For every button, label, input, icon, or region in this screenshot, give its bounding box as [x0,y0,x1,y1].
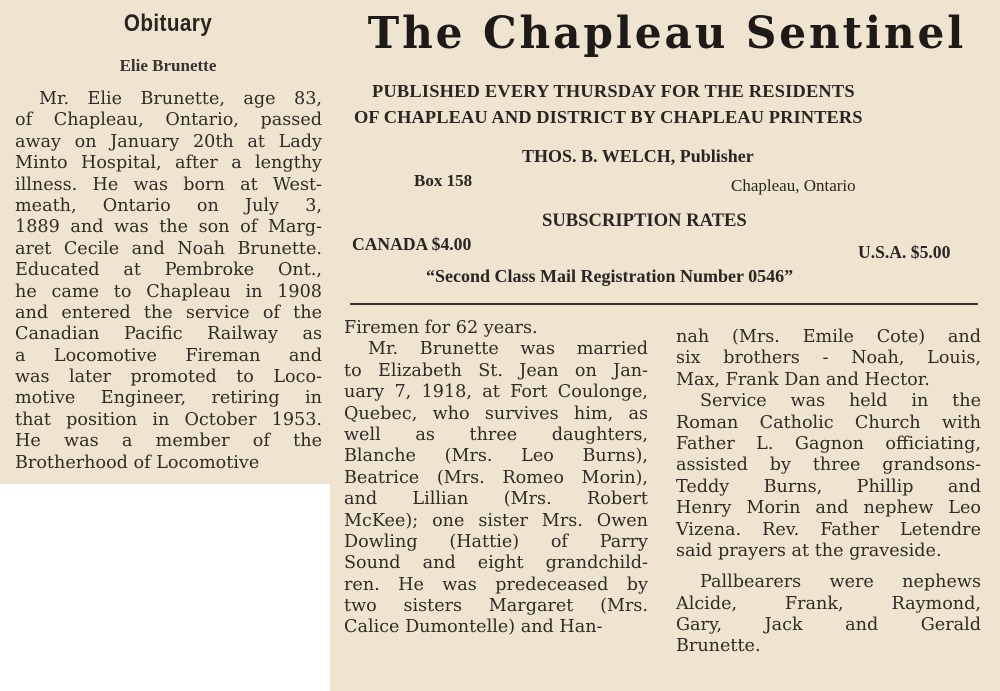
obituary-text-line: Mr. Elie Brunette, age 83, [39,89,322,109]
obituary-text-line: Firemen for 62 years. [344,318,538,338]
obituary-column-2 [344,318,648,639]
obituary-text-line: Blanche (Mrs. Leo Burns), [344,446,648,467]
obituary-text-line: assisted by three grandsons- [676,455,981,476]
obituary-column-1 [15,89,322,474]
obituary-heading: Obituary [123,10,213,37]
obituary-text-line: said prayers at the graveside. [676,540,942,561]
obituary-text-line: Service was held in the [700,391,981,412]
obituary-text-line: nah (Mrs. Emile Cote) and [676,327,981,347]
obituary-text-line: Mr. Brunette was married [368,339,648,360]
obituary-text-line: Minto Hospital, after a lengthy [15,153,322,174]
usa-rate: U.S.A. $5.00 [858,242,951,262]
obituary-text-line: Educated at Pembroke Ont., [15,260,322,281]
clipping-joint [330,0,336,691]
obituary-text-line: Calice Dumontelle) and Han- [344,617,603,638]
obituary-text-line: and entered the service of the [15,302,322,323]
subscription-heading: SUBSCRIPTION RATES [542,210,747,231]
obituary-text-line: illness. He was born at West- [15,174,322,195]
obituary-text-line: well as three daughters, [344,424,648,445]
obituary-text-line: six brothers - Noah, Louis, [676,348,981,369]
obituary-text-line: Teddy Burns, Phillip and [676,476,981,497]
obituary-text-line: motive Engineer, retiring in [15,388,322,409]
postal-box: Box 158 [414,171,473,190]
obituary-text-line: of Chapleau, Ontario, passed [15,110,322,131]
obituary-text-line: Pallbearers were nephews [700,572,981,593]
town-location: Chapleau, Ontario [731,176,856,195]
newspaper-masthead-title: The Chapleau Sentinel [367,8,967,59]
obituary-column-3 [676,327,981,658]
mail-registration: “Second Class Mail Registration Number 0546” [426,266,794,286]
obituary-text-line: Brotherhood of Locomotive [15,452,260,473]
published-line-2: OF CHAPLEAU AND DISTRICT BY CHAPLEAU PRINTERS [354,107,863,127]
obituary-text-line: aret Cecile and Noah Brunette. [15,238,322,259]
obituary-text-line: Alcide, Frank, Raymond, [676,593,981,614]
paragraph-gap [676,562,981,572]
obituary-text-line: to Elizabeth St. Jean on Jan- [344,360,648,381]
obituary-text-line: meath, Ontario on July 3, [15,195,322,216]
obituary-text-line: Max, Frank Dan and Hector. [676,369,930,390]
obituary-text-line: a Locomotive Fireman and [15,345,322,366]
obituary-text-line: 1889 and was the son of Marg- [15,217,322,238]
obituary-text-line: and Lillian (Mrs. Robert [344,489,648,510]
obituary-text-line: that position in October 1953. [15,409,322,430]
obituary-text-line: away on January 20th at Lady [15,131,322,152]
obituary-text-line: He was a member of the [15,431,322,452]
obituary-text-line: Roman Catholic Church with [676,412,981,433]
obituary-text-line: Henry Morin and nephew Leo [676,498,981,519]
obituary-text-line: ren. He was predeceased by [344,574,648,595]
published-line-1: PUBLISHED EVERY THURSDAY FOR THE RESIDENTS [372,81,855,101]
obituary-text-line: Father L. Gagnon officiating, [676,433,981,454]
masthead-divider-rule [350,303,978,305]
obituary-text-line: he came to Chapleau in 1908 [15,281,322,302]
canada-rate: CANADA $4.00 [352,234,472,254]
obituary-text-line: Beatrice (Mrs. Romeo Morin), [344,467,648,488]
obituary-text-line: Gary, Jack and Gerald [676,615,981,636]
obituary-text-line: Canadian Pacific Railway as [15,324,322,345]
obituary-text-line: Sound and eight grandchild- [344,553,648,574]
obituary-text-line: Dowling (Hattie) of Parry [344,531,648,552]
obituary-text-line: Vizena. Rev. Father Letendre [676,519,981,540]
publisher-line: THOS. B. WELCH, Publisher [522,146,754,166]
obituary-text-line: uary 7, 1918, at Fort Coulonge, [344,382,648,403]
obituary-text-line: Quebec, who survives him, as [344,403,648,424]
obituary-text-line: Brunette. [676,636,761,657]
obituary-text-line: McKee); one sister Mrs. Owen [344,510,648,531]
obituary-text-line: was later promoted to Loco- [15,367,322,388]
deceased-name: Elie Brunette [119,56,217,75]
obituary-text-line: two sisters Margaret (Mrs. [344,596,648,617]
